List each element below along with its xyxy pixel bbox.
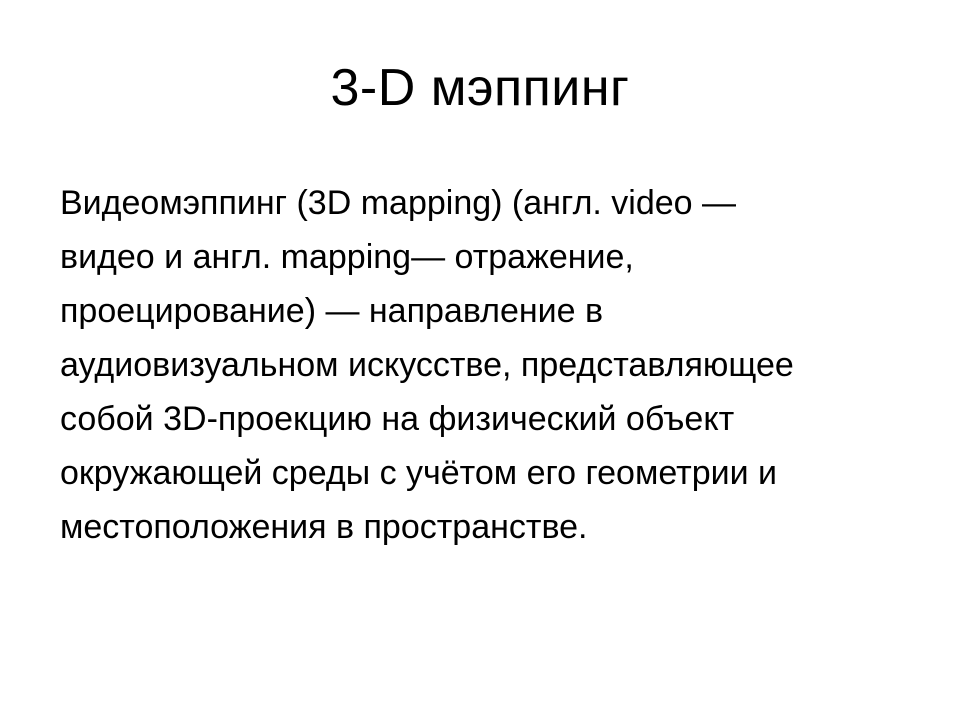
body-line: собой 3D-проекцию на физический объект <box>60 400 735 438</box>
body-line: местоположения в пространстве. <box>60 508 588 546</box>
slide-body-paragraph <box>60 176 905 554</box>
body-line: аудиовизуальном искусстве, представляющее <box>60 346 794 384</box>
body-line: видео и англ. mapping— отражение, <box>60 238 634 276</box>
body-line: окружающей среды с учётом его геометрии и <box>60 454 778 492</box>
body-line: Видеомэппинг (3D mapping) (англ. video — <box>60 184 737 222</box>
body-line: проецирование) — направление в <box>60 292 604 330</box>
slide-title: 3-D мэппинг <box>330 59 630 117</box>
